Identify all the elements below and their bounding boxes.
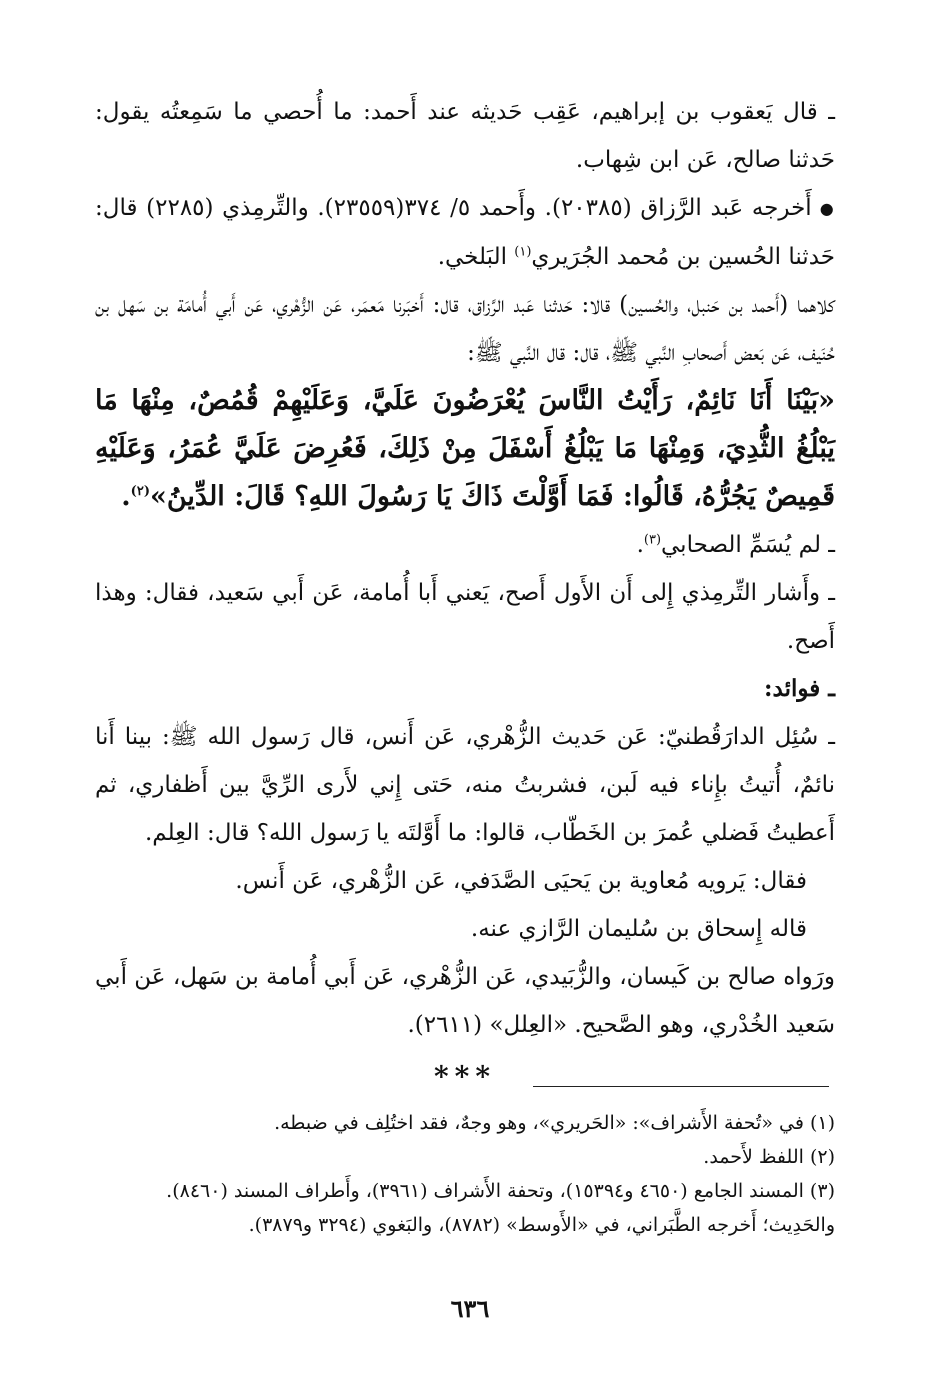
hadith-end: . [121, 481, 131, 512]
footnote-ref-1[interactable]: (١) [514, 244, 532, 260]
footnote-3: (٣) المسند الجامع (٤٦٥٠ و١٥٣٩٤)، وتحفة الأَشراف (٣٩٦١)، وأَطراف المسند (٨٤٦٠). والحَدِيث؛ أَخرجه الطَّبَراني، في «الأَوسط» (٨٧٨٢)، والبَغوي (٣٢٩٤ و٣٨٧٩). [166, 1180, 835, 1236]
section-heading: ـ فوائد: [764, 675, 835, 702]
paragraph-muawiya: فقال: يَرويه مُعاوية بن يَحيَى الصَّدَفي، عَن الزُّهْري، عَن أَنس. [235, 868, 807, 894]
page-number: ٦٣٦ [450, 1294, 490, 1323]
sahabi-text: ـ لم يُسَمِّ الصحابي [661, 532, 835, 558]
paragraph-yaqub: ـ قال يَعقوب بن إبراهيم، عَقِب حَديثه عند أَحمد: ما أُحصي ما سَمِعتُه يقول: حَدثنا صالح، عَن ابن شِهاب. [95, 99, 835, 173]
takhrij-end: البَلخي. [437, 244, 515, 270]
paragraph-sahabi [95, 521, 835, 569]
paragraph-daraqutni: ـ سُئِل الدارَقُطنيّ: عَن حَديث الزُّهْري، عَن أَنس، قال رَسول الله ﷺ: بينا أَنا نائمٌ، أُتيتُ بإِناء فيه لَبن، فشربتُ منه، حَتى إِني لأَرى الرِّيَّ بين أَظفاري، ثم أَعطيتُ فَضلي عُمرَ بن الخَطّاب، قالوا: ما أَوَّلتَه يا رَسول الله؟ قال: العِلم. [95, 724, 835, 846]
footnote-2: (٢) اللفظ لأَحمد. [703, 1146, 835, 1168]
sahabi-end: . [636, 532, 644, 558]
footnote-divider [533, 1086, 829, 1087]
main-text [95, 88, 835, 1101]
hadith-matn: «بَيْنَا أَنَا نَائِمٌ، رَأَيْتُ النَّاسَ يُعْرَضُونَ عَلَيَّ، وَعَلَيْهِمْ قُمُصٌ، مِنْهَا مَا يَبْلُغُ الثُّدِيَ، وَمِنْهَا مَا يَبْلُغُ أَسْفَلَ مِنْ ذَلِكَ، فَعُرِضَ عَلَيَّ عُمَرُ، وَعَلَيْهِ قَمِيصٌ يَجُرُّهُ، قَالُوا: فَمَا أَوَّلْتَ ذَاكَ يَا رَسُولَ اللهِ؟ قَالَ: الدِّينُ» [95, 385, 835, 512]
paragraph-takhrij [95, 184, 835, 281]
paragraph-salih: ورَواه صالح بن كَيسان، والزُّبَيدي، عَن الزُّهْري، عَن أَبي أُمامة بن سَهل، عَن أَبي سَعيد الخُدْري، وهو الصَّحيح. «العِلل» (٢٦١١). [95, 964, 835, 1038]
hadith-text [95, 377, 835, 521]
page-body [95, 88, 835, 1101]
footnote-ref-2[interactable]: (٢) [130, 484, 150, 499]
paragraph-isnad: كلاهما (أَحمد بن حَنبل، والحُسين) قالا: حَدثنا عَبد الرَّزاق، قال: أَخبَرنا مَعمَر، عَن الزُّهْري، عَن أَبي أُمامَة بن سَهل بن حُنَيف، عَن بَعض أَصحابِ النَّبي ﷺ، قال: قال النَّبي ﷺ: [95, 292, 835, 366]
section-separator-stars: *** [434, 1060, 496, 1093]
footnote-ref-3[interactable]: (٣) [643, 532, 662, 548]
footnote-1: (١) في «تُحفة الأَشراف»: «الحَريري»، وهو وجهٌ، فقد اختُلِف في ضبطه. [274, 1112, 835, 1134]
paragraph-ishaq: قاله إِسحاق بن سُليمان الرَّازي عنه. [470, 916, 807, 942]
bullet-dot-icon: ● [819, 199, 836, 218]
takhrij-text: أَخرجه عَبد الرَّزاق (٢٠٣٨٥). وأَحمد ٥/ ٣٧٤(٢٣٥٥٩). والتِّرمِذي (٢٢٨٥) قال: حَدثنا الحُسين بن مُحمد الجُرَيري [95, 195, 835, 270]
footnotes [95, 1106, 835, 1242]
paragraph-tirmidhi: ـ وأَشار التِّرمِذي إِلى أَن الأَول أَصح، يَعني أَبا أُمامة، عَن أَبي سَعيد، فقال: وهذا أَصح. [95, 580, 835, 654]
